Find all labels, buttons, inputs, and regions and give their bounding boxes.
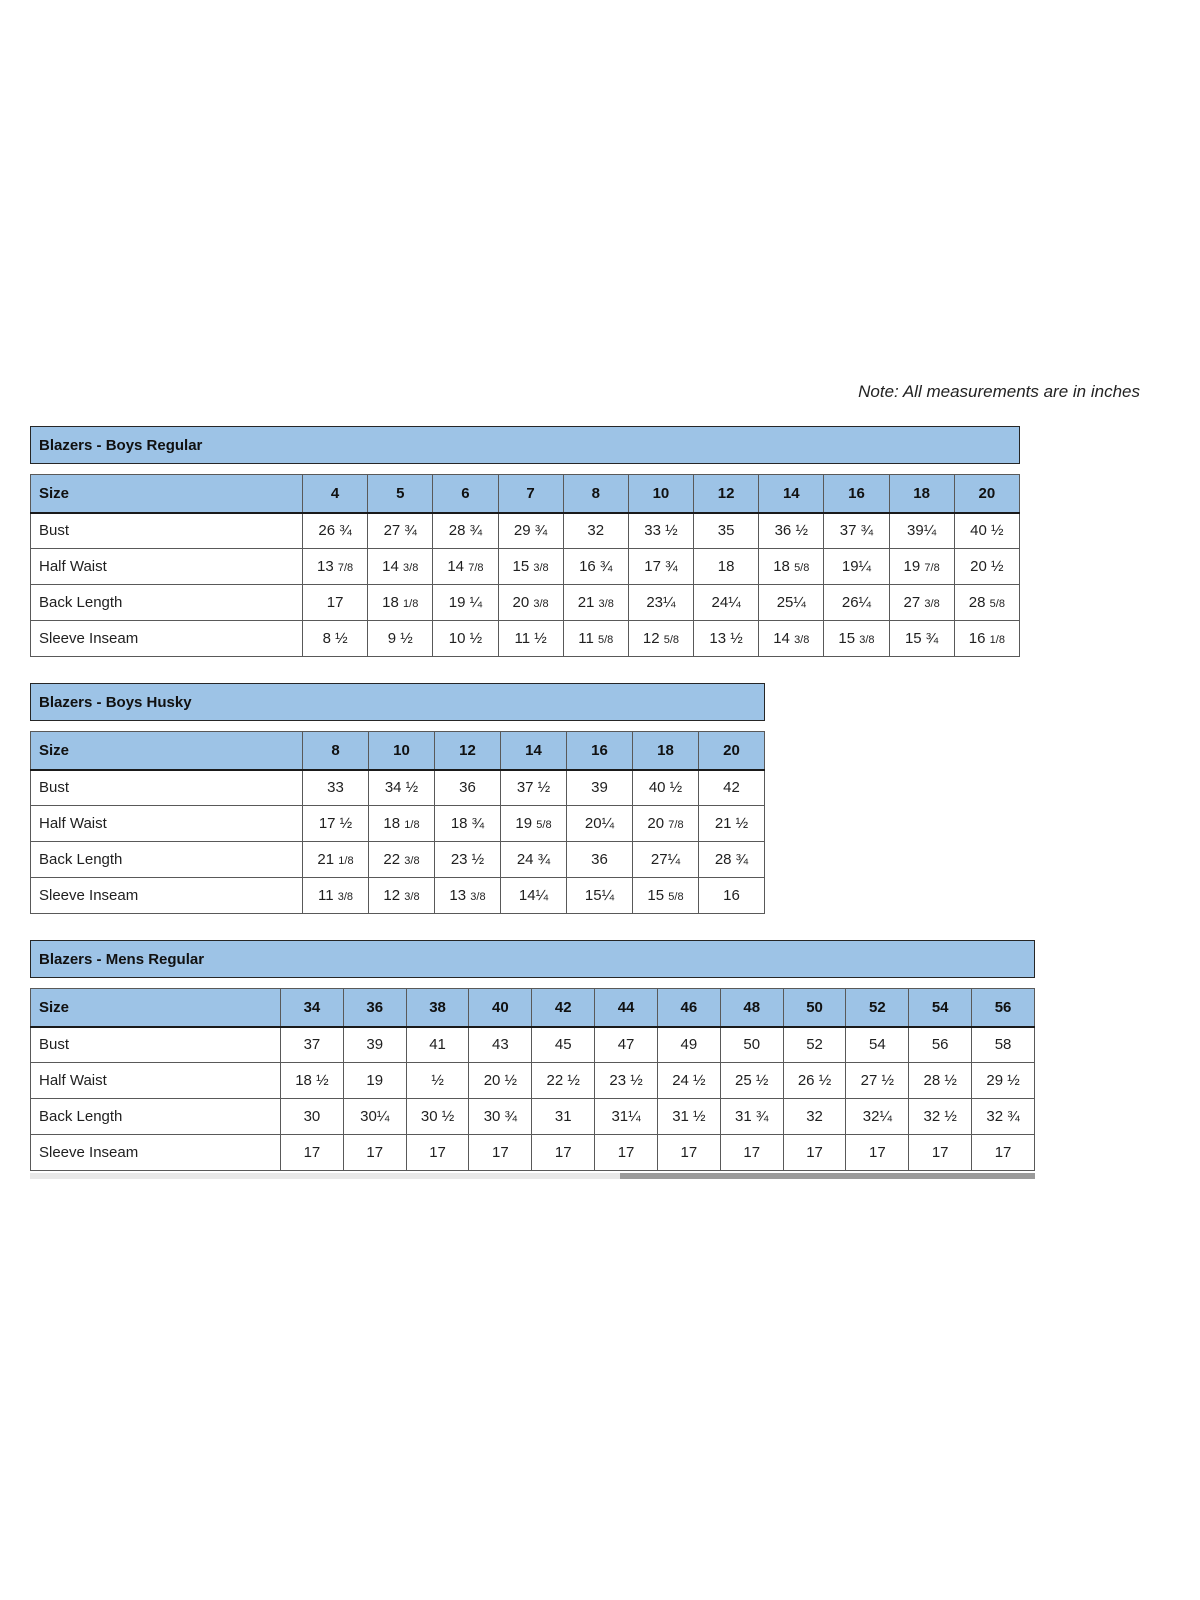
measurement-value: 33 ½ (628, 513, 693, 549)
measurement-value: 54 (846, 1027, 909, 1063)
size-header-cell: 48 (720, 989, 783, 1027)
measurement-value: 17 (720, 1135, 783, 1171)
small-fraction: 3/8 (794, 634, 810, 646)
measurement-value: 28 ½ (909, 1063, 972, 1099)
measurement-value: 28 5/8 (954, 585, 1019, 621)
small-fraction: 1/8 (403, 598, 419, 610)
measurement-value: 32 (563, 513, 628, 549)
measurement-value: 17 ½ (303, 806, 369, 842)
measurement-value: 37 ¾ (824, 513, 889, 549)
measurement-label: Back Length (31, 842, 303, 878)
measurement-value: 49 (657, 1027, 720, 1063)
measurement-value: 39 (567, 770, 633, 806)
measurement-value: 15 3/8 (498, 549, 563, 585)
measurement-value: 29 ½ (972, 1063, 1035, 1099)
measurement-label: Half Waist (31, 1063, 281, 1099)
measurement-label: Back Length (31, 1099, 281, 1135)
size-column-header: Size (31, 989, 281, 1027)
small-fraction: 3/8 (470, 891, 486, 903)
measurement-value: 19 (343, 1063, 406, 1099)
measurement-value: 31 ½ (657, 1099, 720, 1135)
measurement-value: 14 7/8 (433, 549, 498, 585)
measurement-value: 17 (972, 1135, 1035, 1171)
small-fraction: 3/8 (533, 598, 549, 610)
table-title: Blazers - Boys Husky (30, 683, 765, 721)
measurement-value: 14 3/8 (759, 621, 824, 657)
small-fraction: 1/8 (338, 855, 354, 867)
measurement-value: 36 (435, 770, 501, 806)
small-fraction: 5/8 (536, 819, 552, 831)
size-column-header: Size (31, 475, 303, 513)
size-header-cell: 54 (909, 989, 972, 1027)
measurement-value: 23 ½ (595, 1063, 658, 1099)
measurement-value: 23 ½ (435, 842, 501, 878)
measurement-value: 17 (595, 1135, 658, 1171)
measurement-value: 37 (281, 1027, 344, 1063)
measurement-value: 32 ¾ (972, 1099, 1035, 1135)
measurement-value: 18 5/8 (759, 549, 824, 585)
size-header-cell: 4 (303, 475, 368, 513)
measurement-value: 32 (783, 1099, 846, 1135)
measurement-value: 40 ½ (954, 513, 1019, 549)
small-fraction: 7/8 (668, 819, 684, 831)
measurement-row (31, 513, 1020, 549)
size-header-cell: 40 (469, 989, 532, 1027)
measurement-label: Back Length (31, 585, 303, 621)
measurement-value: 16 1/8 (954, 621, 1019, 657)
measurement-value: 18 ½ (281, 1063, 344, 1099)
measurement-value: 26¼ (824, 585, 889, 621)
small-fraction: 3/8 (533, 562, 549, 574)
measurement-value: 43 (469, 1027, 532, 1063)
tables-container (30, 426, 1200, 1171)
measurement-value: 36 (567, 842, 633, 878)
measurement-value: 17 (846, 1135, 909, 1171)
measurement-label: Bust (31, 1027, 281, 1063)
measurement-value: 17 (657, 1135, 720, 1171)
measurement-value: 58 (972, 1027, 1035, 1063)
small-fraction: 7/8 (468, 562, 484, 574)
size-header-cell: 50 (783, 989, 846, 1027)
measurement-row (31, 1063, 1035, 1099)
measurement-value: 52 (783, 1027, 846, 1063)
size-header-cell: 42 (532, 989, 595, 1027)
measurement-value: 24 ½ (657, 1063, 720, 1099)
measurement-value: 19 ¼ (433, 585, 498, 621)
measurement-value: 17 (406, 1135, 469, 1171)
measurement-value: 11 ½ (498, 621, 563, 657)
measurement-value: 50 (720, 1027, 783, 1063)
measurement-row (31, 1135, 1035, 1171)
measurement-row (31, 842, 765, 878)
measurement-value: 20¼ (567, 806, 633, 842)
horizontal-scrollbar (30, 1173, 1035, 1179)
measurement-value: 20 ½ (469, 1063, 532, 1099)
measurement-row (31, 770, 765, 806)
small-fraction: 7/8 (924, 562, 940, 574)
measurement-value: 21 ½ (699, 806, 765, 842)
measurement-row (31, 878, 765, 914)
small-fraction: 5/8 (668, 891, 684, 903)
measurement-value: 56 (909, 1027, 972, 1063)
measurement-value: 14 3/8 (368, 549, 433, 585)
size-header-cell: 36 (343, 989, 406, 1027)
measurement-value: 17 (783, 1135, 846, 1171)
measurement-value: 18 1/8 (369, 806, 435, 842)
measurement-value: 15 5/8 (633, 878, 699, 914)
measurement-value: 31 ¾ (720, 1099, 783, 1135)
small-fraction: 5/8 (989, 598, 1005, 610)
measurement-value: 11 3/8 (303, 878, 369, 914)
measurement-value: 17 (343, 1135, 406, 1171)
small-fraction: 3/8 (404, 891, 420, 903)
small-fraction: 3/8 (403, 562, 419, 574)
measurement-value: 22 3/8 (369, 842, 435, 878)
size-header-cell: 6 (433, 475, 498, 513)
measurement-row (31, 1099, 1035, 1135)
measurement-row (31, 806, 765, 842)
measurement-value: 19 5/8 (501, 806, 567, 842)
measurement-value: 30 ½ (406, 1099, 469, 1135)
size-header-cell: 14 (759, 475, 824, 513)
measurement-value: 17 (909, 1135, 972, 1171)
size-header-cell: 10 (369, 732, 435, 770)
measurement-value: 17 (532, 1135, 595, 1171)
size-table (30, 988, 1035, 1171)
size-header-cell: 18 (633, 732, 699, 770)
measurement-value: 20 3/8 (498, 585, 563, 621)
measurement-value: ½ (406, 1063, 469, 1099)
size-header-cell: 52 (846, 989, 909, 1027)
size-header-cell: 20 (699, 732, 765, 770)
measurement-value: 37 ½ (501, 770, 567, 806)
measurement-label: Bust (31, 513, 303, 549)
measurement-value: 28 ¾ (433, 513, 498, 549)
measurement-value: 25¼ (759, 585, 824, 621)
measurement-value: 17 ¾ (628, 549, 693, 585)
measurement-value: 39 (343, 1027, 406, 1063)
measurement-value: 21 3/8 (563, 585, 628, 621)
size-header-cell: 18 (889, 475, 954, 513)
measurement-note: Note: All measurements are in inches (858, 382, 1140, 401)
size-header-row (31, 989, 1035, 1027)
measurement-value: 15 ¾ (889, 621, 954, 657)
measurement-value: 42 (699, 770, 765, 806)
measurement-value: 17 (303, 585, 368, 621)
measurement-value: 45 (532, 1027, 595, 1063)
size-header-cell: 8 (563, 475, 628, 513)
measurement-value: 13 3/8 (435, 878, 501, 914)
measurement-value: 14¼ (501, 878, 567, 914)
small-fraction: 3/8 (859, 634, 875, 646)
small-fraction: 1/8 (404, 819, 420, 831)
measurement-value: 13 ½ (694, 621, 759, 657)
size-column-header: Size (31, 732, 303, 770)
small-fraction: 5/8 (794, 562, 810, 574)
size-header-cell: 12 (694, 475, 759, 513)
measurement-value: 29 ¾ (498, 513, 563, 549)
measurement-value: 18 (694, 549, 759, 585)
size-header-cell: 5 (368, 475, 433, 513)
scrollbar-thumb[interactable] (620, 1173, 1035, 1179)
small-fraction: 5/8 (663, 634, 680, 646)
small-fraction: 7/8 (337, 562, 354, 574)
measurement-value: 32¼ (846, 1099, 909, 1135)
measurement-value: 26 ½ (783, 1063, 846, 1099)
measurement-value: 15 3/8 (824, 621, 889, 657)
measurement-label: Sleeve Inseam (31, 878, 303, 914)
size-header-cell: 46 (657, 989, 720, 1027)
measurement-value: 27 ¾ (368, 513, 433, 549)
small-fraction: 5/8 (598, 634, 614, 646)
measurement-value: 17 (281, 1135, 344, 1171)
measurement-value: 11 5/8 (563, 621, 628, 657)
size-header-cell: 20 (954, 475, 1019, 513)
size-header-cell: 8 (303, 732, 369, 770)
measurement-value: 27 3/8 (889, 585, 954, 621)
measurement-value: 36 ½ (759, 513, 824, 549)
small-fraction: 3/8 (924, 598, 940, 610)
measurement-row (31, 621, 1020, 657)
measurement-value: 39¼ (889, 513, 954, 549)
size-header-cell: 16 (567, 732, 633, 770)
measurement-value: 16 (699, 878, 765, 914)
small-fraction: 1/8 (989, 634, 1005, 646)
measurement-value: 27 ½ (846, 1063, 909, 1099)
measurement-value: 34 ½ (369, 770, 435, 806)
measurement-label: Bust (31, 770, 303, 806)
measurement-value: 16 ¾ (563, 549, 628, 585)
measurement-label: Half Waist (31, 549, 303, 585)
measurement-value: 20 7/8 (633, 806, 699, 842)
size-table (30, 474, 1020, 657)
measurement-value: 20 ½ (954, 549, 1019, 585)
measurement-row (31, 1027, 1035, 1063)
measurement-value: 32 ½ (909, 1099, 972, 1135)
measurement-value: 35 (694, 513, 759, 549)
measurement-value: 21 1/8 (303, 842, 369, 878)
measurement-value: 26 ¾ (303, 513, 368, 549)
measurement-value: 31¼ (595, 1099, 658, 1135)
size-chart-section-2 (30, 683, 1200, 914)
size-chart-section-3 (30, 940, 1200, 1171)
measurement-value: 31 (532, 1099, 595, 1135)
measurement-value: 47 (595, 1027, 658, 1063)
measurement-value: 40 ½ (633, 770, 699, 806)
size-header-cell: 44 (595, 989, 658, 1027)
measurement-value: 30¼ (343, 1099, 406, 1135)
size-header-cell: 10 (628, 475, 693, 513)
table-title: Blazers - Boys Regular (30, 426, 1020, 464)
measurement-value: 33 (303, 770, 369, 806)
measurement-value: 25 ½ (720, 1063, 783, 1099)
measurement-value: 30 (281, 1099, 344, 1135)
measurement-value: 18 ¾ (435, 806, 501, 842)
size-header-cell: 34 (281, 989, 344, 1027)
size-header-cell: 7 (498, 475, 563, 513)
size-header-cell: 12 (435, 732, 501, 770)
size-table (30, 731, 765, 914)
measurement-value: 24¼ (694, 585, 759, 621)
measurement-value: 27¼ (633, 842, 699, 878)
table-title: Blazers - Mens Regular (30, 940, 1035, 978)
measurement-value: 22 ½ (532, 1063, 595, 1099)
measurement-value: 8 ½ (303, 621, 368, 657)
measurement-value: 41 (406, 1027, 469, 1063)
measurement-value: 15¼ (567, 878, 633, 914)
measurement-value: 30 ¾ (469, 1099, 532, 1135)
size-header-row (31, 732, 765, 770)
measurement-value: 12 5/8 (628, 621, 693, 657)
measurement-value: 23¼ (628, 585, 693, 621)
small-fraction: 3/8 (404, 855, 420, 867)
size-header-row (31, 475, 1020, 513)
measurement-row (31, 585, 1020, 621)
small-fraction: 3/8 (337, 891, 354, 903)
measurement-row (31, 549, 1020, 585)
size-header-cell: 16 (824, 475, 889, 513)
size-header-cell: 56 (972, 989, 1035, 1027)
measurement-value: 13 7/8 (303, 549, 368, 585)
size-header-cell: 14 (501, 732, 567, 770)
measurement-label: Half Waist (31, 806, 303, 842)
measurement-value: 10 ½ (433, 621, 498, 657)
small-fraction: 3/8 (598, 598, 614, 610)
measurement-value: 12 3/8 (369, 878, 435, 914)
measurement-value: 19¼ (824, 549, 889, 585)
measurement-value: 18 1/8 (368, 585, 433, 621)
measurement-value: 9 ½ (368, 621, 433, 657)
measurement-label: Sleeve Inseam (31, 621, 303, 657)
measurement-value: 28 ¾ (699, 842, 765, 878)
measurement-value: 19 7/8 (889, 549, 954, 585)
measurement-value: 17 (469, 1135, 532, 1171)
size-chart-section-1 (30, 426, 1200, 657)
size-header-cell: 38 (406, 989, 469, 1027)
measurement-label: Sleeve Inseam (31, 1135, 281, 1171)
measurement-value: 24 ¾ (501, 842, 567, 878)
